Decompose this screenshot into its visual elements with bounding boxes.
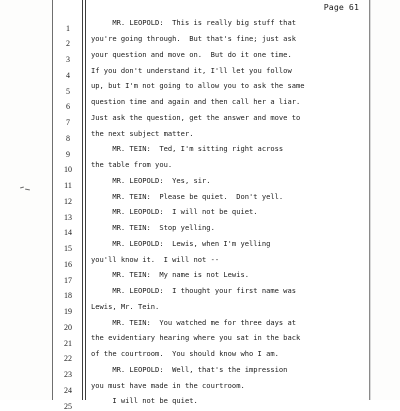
transcript-line: MR. LEOPOLD: I thought your first name was bbox=[91, 286, 296, 296]
line-number: 22 bbox=[64, 354, 72, 364]
transcript-page bbox=[52, 0, 370, 411]
line-number: 16 bbox=[64, 259, 72, 269]
line-number: 20 bbox=[64, 322, 72, 332]
transcript-line: MR. LEOPOLD: This is really big stuff that bbox=[91, 18, 296, 28]
transcript-line: MR. LEOPOLD: Well, that's the impression bbox=[91, 364, 288, 374]
line-number: 4 bbox=[66, 70, 70, 80]
line-number: 8 bbox=[66, 133, 70, 143]
transcript-line: MR. LEOPOLD: Yes, sir. bbox=[91, 175, 211, 185]
line-number: 17 bbox=[64, 275, 72, 285]
transcript-line: Just ask the question, get the answer and move to bbox=[91, 112, 301, 122]
line-number: 21 bbox=[64, 338, 72, 348]
transcript-line: the evidentiary hearing where you sat in the back bbox=[91, 333, 301, 343]
transcript-line: MR. LEOPOLD: I will not be quiet. bbox=[91, 207, 258, 217]
line-number: 3 bbox=[66, 55, 70, 65]
line-number: 7 bbox=[66, 118, 70, 128]
line-number: 6 bbox=[66, 102, 70, 112]
transcript-line: you must have made in the courtroom. bbox=[91, 380, 245, 390]
line-number: 1 bbox=[66, 23, 70, 33]
transcript-line: your question and move on. But do it one time. bbox=[91, 49, 292, 59]
transcript-line: you'll know it. I will not -- bbox=[91, 254, 220, 264]
transcript-line: Lewis, Mr. Tein. bbox=[91, 301, 160, 311]
transcript-line: you're going through. But that's fine; just ask bbox=[91, 34, 296, 44]
transcript-line: I will not be quiet. bbox=[91, 396, 198, 406]
line-number: 5 bbox=[66, 86, 70, 96]
line-number: 19 bbox=[64, 307, 72, 317]
line-number: 11 bbox=[64, 181, 72, 191]
transcript-line: MR. LEOPOLD: Lewis, when I'm yelling bbox=[91, 238, 271, 248]
transcript-line: the next subject matter. bbox=[91, 128, 194, 138]
line-number: 9 bbox=[66, 149, 70, 159]
line-number: 25 bbox=[64, 401, 72, 411]
line-number: 10 bbox=[64, 165, 72, 175]
transcript-line: the table from you. bbox=[91, 160, 173, 170]
line-number: 24 bbox=[64, 385, 72, 395]
transcript-line: If you don't understand it, I'll let you follow bbox=[91, 65, 292, 75]
page-number: Page 61 bbox=[323, 2, 359, 12]
transcript-line: question time and again and then call her a liar. bbox=[91, 97, 301, 107]
transcript-line: MR. TEIN: Stop yelling. bbox=[91, 223, 215, 233]
line-number: 23 bbox=[64, 370, 72, 380]
transcript-line: up, but I'm not going to allow you to ask the same bbox=[91, 81, 305, 91]
line-number: 14 bbox=[64, 228, 72, 238]
transcript-line: MR. TEIN: Please be quiet. Don't yell. bbox=[91, 191, 284, 201]
scan-mark bbox=[20, 186, 30, 191]
line-number: 12 bbox=[64, 196, 72, 206]
line-number: 13 bbox=[64, 212, 72, 222]
line-number: 15 bbox=[64, 244, 72, 254]
transcript-line: of the courtroom. You should know who I am. bbox=[91, 349, 279, 359]
transcript-line: MR. TEIN: My name is not Lewis. bbox=[91, 270, 250, 280]
transcript-line: MR. TEIN: You watched me for three days at bbox=[91, 317, 296, 327]
line-number: 2 bbox=[66, 39, 70, 49]
line-number: 18 bbox=[64, 291, 72, 301]
transcript-line: MR. TEIN: Ted, I'm sitting right across bbox=[91, 144, 284, 154]
